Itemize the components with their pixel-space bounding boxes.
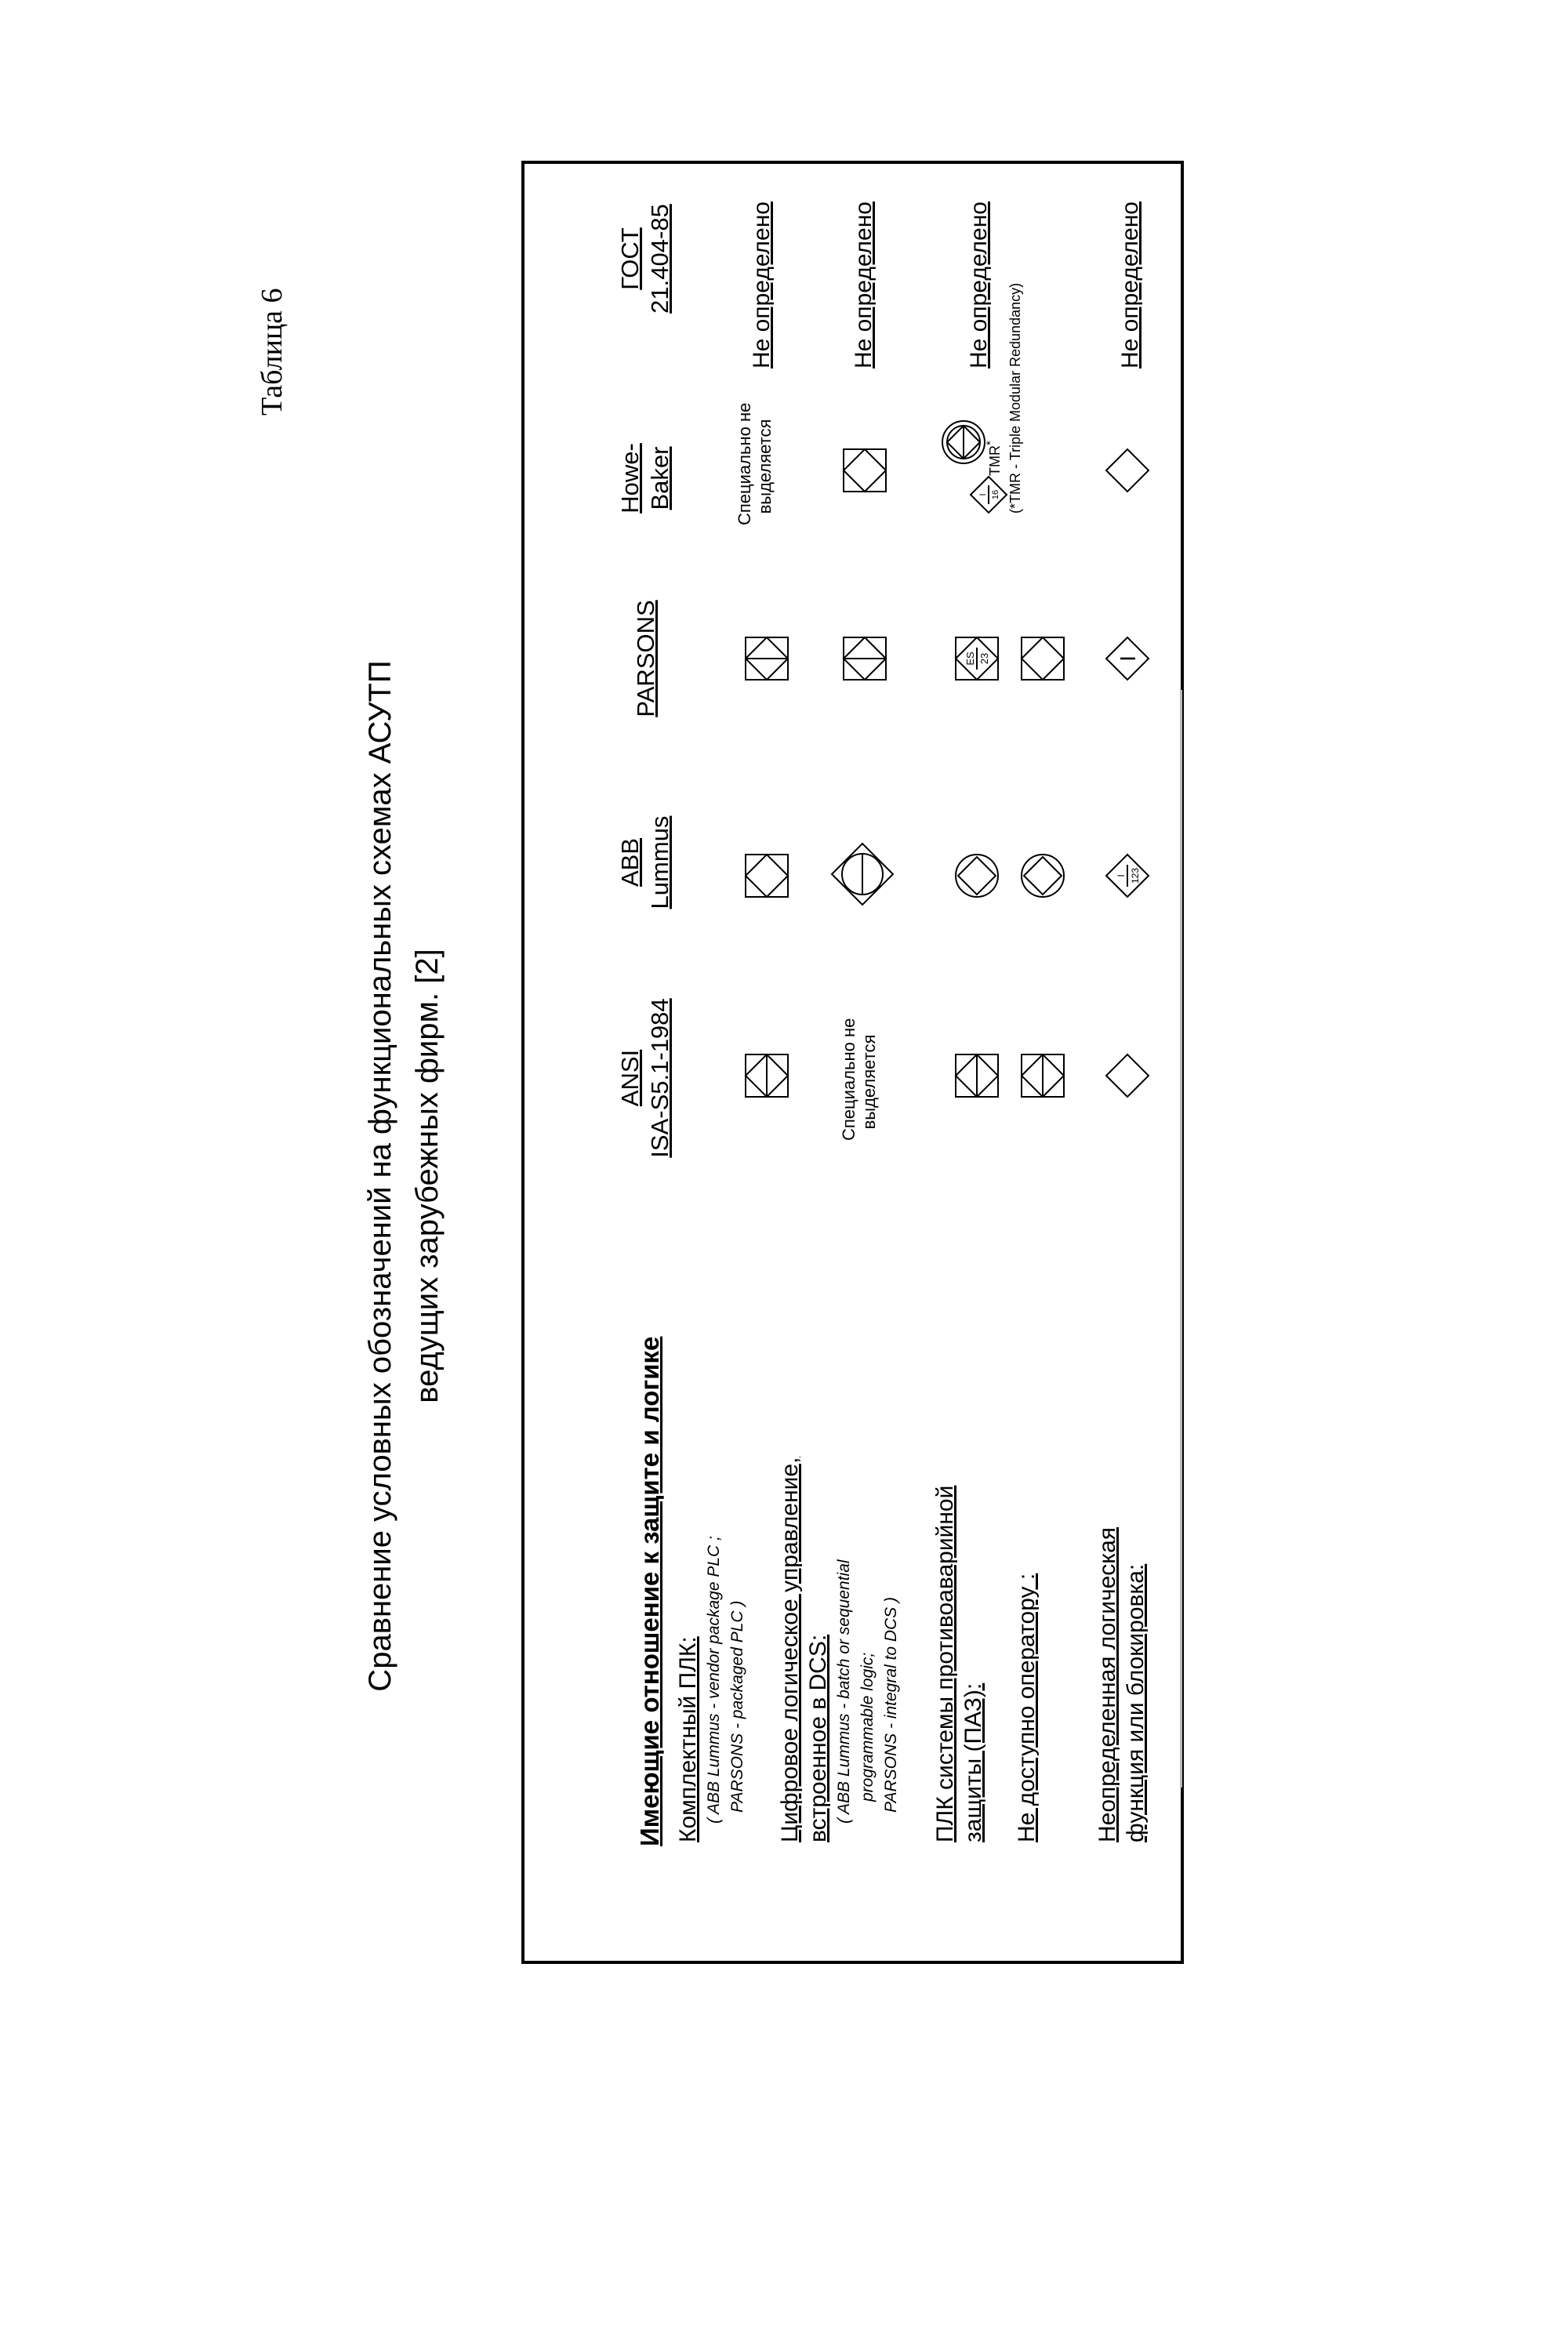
column-header-abb-line2: Lummus [646, 815, 673, 909]
abb-packaged-plc-symbol [745, 854, 789, 898]
abb-sis-plc-symbol [955, 854, 999, 898]
howe-baker-sis-diamond-symbol [970, 476, 1007, 514]
row-label-line: ПЛК системы противоаварийной [932, 1485, 958, 1842]
gost-undefined-row2: Не определено [851, 201, 877, 368]
not-highlighted-line1: Специально не [735, 402, 754, 525]
column-header-howe-baker-line1: Howe- [616, 443, 644, 514]
es-number: 23 [978, 652, 990, 665]
parsons-tag-letter: I [1116, 655, 1140, 662]
page-title [357, 376, 451, 1976]
ansi-sis-plc-symbol [955, 1054, 999, 1098]
parsons-dcs-logic-symbol [843, 637, 887, 681]
abb-tag-letter: I [1116, 874, 1127, 877]
ansi-not-highlighted [839, 1018, 880, 1141]
not-highlighted-line1: Специально не [839, 1018, 858, 1141]
tmr-mark: TMR [987, 445, 1003, 476]
abb-not-accessible-symbol [1021, 854, 1065, 898]
gost-undefined-row1: Не определено [749, 201, 775, 368]
not-highlighted-line2: выделяется [859, 1034, 879, 1130]
row-label-line: Цифровое логическое управление, [777, 1457, 803, 1842]
column-header-gost-line2: 21.404-85 [646, 204, 673, 314]
column-header-ansi [615, 976, 675, 1180]
tmr-asterisk: * [984, 441, 997, 445]
title-line-1: Сравнение условных обозначений на функциональных схемах АСУТП [363, 660, 397, 1692]
row-note-line: PARSONS - integral to DCS ) [882, 1596, 900, 1813]
column-header-abb [615, 800, 675, 925]
row-label-sis-plc [931, 1486, 988, 1842]
column-header-gost-line1: ГОСТ [616, 227, 644, 290]
tmr-footnote: (*TMR - Triple Modular Redundancy) [1007, 282, 1023, 514]
ansi-undefined-logic-symbol [1105, 1054, 1149, 1098]
title-line-2: ведущих зарубежных фирм. [2] [410, 949, 445, 1403]
row-note-line: programmable logic; [858, 1652, 877, 1802]
header-main: Имеющие отношение к защите и логике [635, 1336, 664, 1846]
howe-baker-not-highlighted [735, 402, 775, 525]
howe-baker-dcs-logic-symbol [843, 448, 887, 492]
howe-baker-tmr-symbol [942, 420, 985, 464]
column-header-howe-baker-line2: Baker [646, 446, 673, 510]
column-header-ansi-line2: ISA-S5.1-1984 [646, 998, 673, 1158]
row-label-line: Неопределенная логическая [1094, 1526, 1120, 1842]
faint-divider [1180, 690, 1182, 1788]
tag-number: 16 [991, 489, 1000, 500]
howe-baker-undefined-logic-symbol [1105, 448, 1149, 492]
parsons-packaged-plc-symbol [745, 637, 789, 681]
ansi-not-accessible-symbol [1021, 1054, 1065, 1098]
gost-undefined-row3: Не определено [966, 201, 992, 368]
row-note-line: PARSONS - packaged PLC ) [728, 1600, 746, 1813]
ansi-packaged-plc-symbol [745, 1054, 789, 1098]
row-label-dcs-logic [776, 1457, 903, 1842]
column-header-howe-baker [615, 423, 675, 533]
row-label-packaged-plc [674, 1536, 750, 1842]
not-highlighted-line2: выделяется [755, 419, 775, 514]
abb-undefined-logic-symbol [1105, 854, 1149, 898]
column-header-abb-line1: ABB [616, 837, 644, 887]
parsons-sis-plc-symbol [955, 637, 999, 681]
parsons-undefined-logic-symbol [1105, 637, 1149, 681]
gost-undefined-row5: Не определено [1117, 201, 1143, 368]
row-label-undefined-logic [1094, 1527, 1150, 1842]
row-label-line: Комплектный ПЛК: [675, 1636, 701, 1842]
tag-letter: I [978, 493, 988, 496]
row-label-line: Не доступно оператору : [1014, 1573, 1040, 1842]
row-label-line: защиты (ПАЗ): [960, 1682, 986, 1842]
row-label-line: встроенное в DCS: [805, 1634, 831, 1842]
abb-tag-number: 123 [1130, 867, 1141, 884]
parsons-not-accessible-symbol [1021, 637, 1065, 681]
row-label-line: функция или блокировка: [1123, 1563, 1149, 1842]
es-label: ES [964, 652, 976, 666]
table-caption: Таблица 6 [256, 288, 289, 416]
column-header-parsons [631, 580, 661, 737]
row-label-not-accessible [1013, 1573, 1041, 1842]
row-note-line: ( ABB Lummus - vendor package PLC ; [705, 1536, 723, 1824]
abb-dcs-logic-symbol [831, 843, 894, 906]
column-header-ansi-line1: ANSI [616, 1049, 644, 1107]
tmr-label [984, 441, 1004, 476]
column-header-gost [615, 188, 675, 329]
column-header-parsons-line1: PARSONS [632, 600, 659, 717]
row-note-line: ( ABB Lummus - batch or sequential [835, 1559, 853, 1824]
